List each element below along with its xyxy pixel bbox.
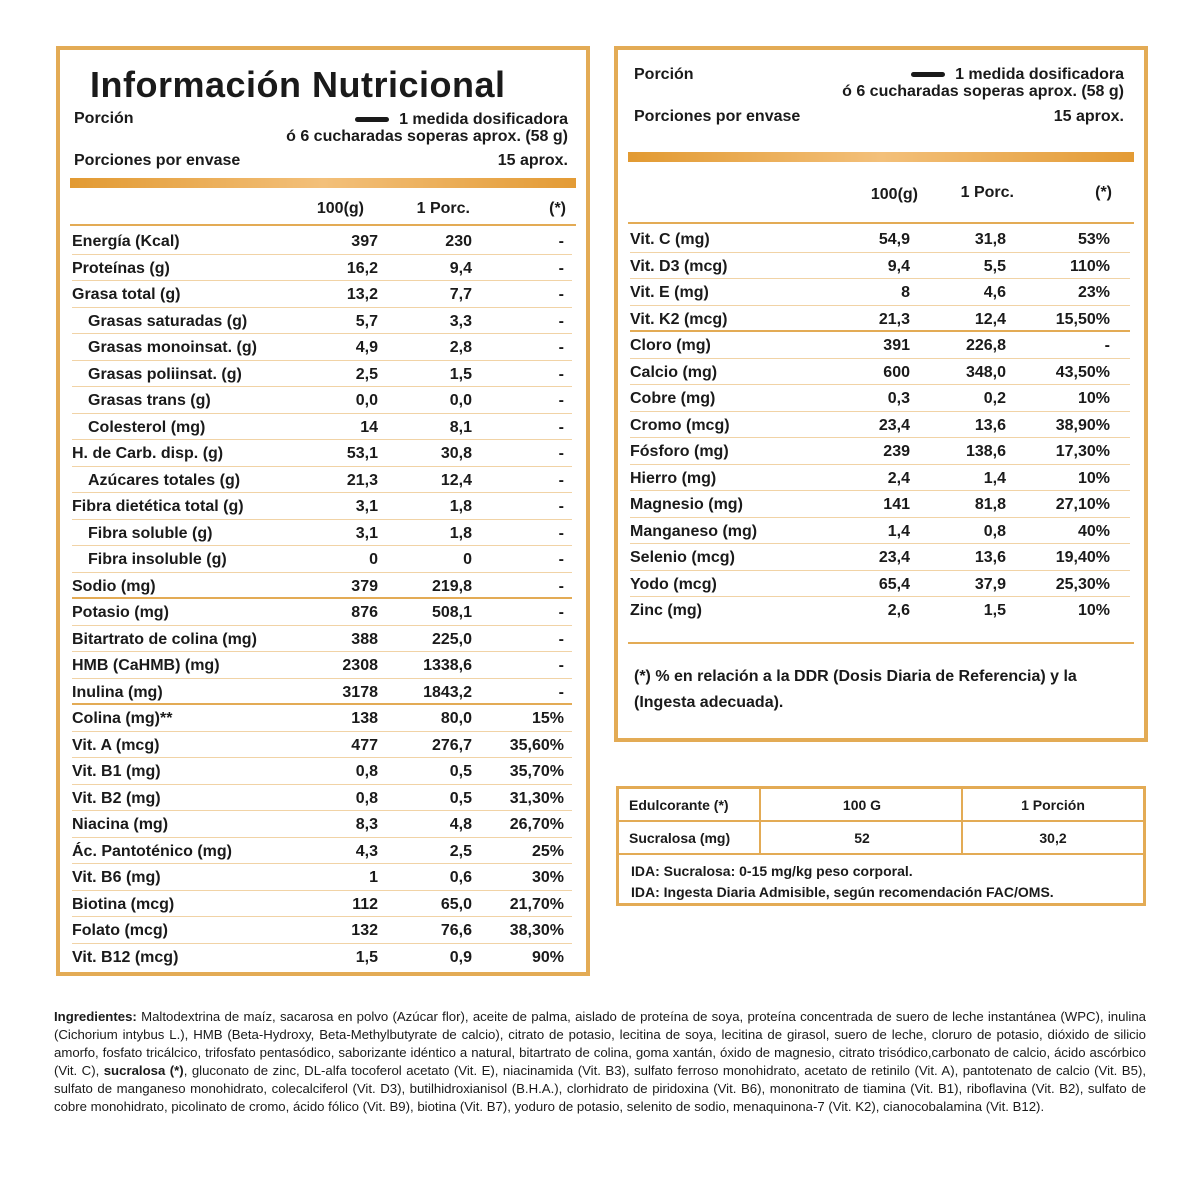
nutrient-name: Fibra insoluble (g) — [88, 551, 227, 568]
value-porcion: 1,8 — [449, 498, 472, 515]
table-row — [72, 917, 572, 944]
value-porcion: 3,3 — [449, 312, 472, 330]
column-divider — [961, 789, 963, 853]
value-percent: 43,50% — [1055, 363, 1110, 381]
value-percent: - — [558, 418, 564, 436]
nutrient-name: Energía (Kcal) — [72, 233, 180, 250]
value-100g: 1 — [369, 869, 378, 886]
value-100g: 1,4 — [887, 522, 910, 540]
value-100g: 138 — [351, 710, 378, 727]
value-100g: 14 — [360, 418, 378, 436]
value-100g: 0,8 — [355, 789, 378, 807]
header-1porc: 1 Porc. — [960, 184, 1014, 201]
nutrient-name: Magnesio (mg) — [630, 496, 743, 513]
table-row — [72, 546, 572, 573]
table-row — [72, 732, 572, 759]
header-divider — [628, 222, 1134, 224]
header-100g: 100(g) — [316, 200, 364, 217]
value-100g: 8 — [901, 284, 910, 301]
ingredients-text — [54, 1008, 1146, 1116]
porcion-line1: 1 medida dosificadora — [955, 66, 1124, 83]
nutrient-name: Vit. C (mg) — [630, 231, 710, 248]
nutrient-name: Vit. B12 (mcg) — [72, 948, 179, 966]
value-percent: 21,70% — [509, 895, 564, 913]
table-row — [630, 465, 1130, 492]
porcion-label: Porción — [634, 66, 694, 83]
value-percent: 19,40% — [1055, 549, 1110, 566]
value-percent: 25,30% — [1055, 575, 1110, 593]
table-row — [630, 571, 1130, 598]
table-row — [630, 253, 1130, 280]
value-porcion: 2,8 — [449, 339, 472, 356]
value-100g: 54,9 — [878, 231, 910, 248]
value-porcion: 0,5 — [449, 763, 472, 780]
value-100g: 0 — [369, 551, 378, 568]
value-percent: - — [558, 233, 564, 250]
value-100g: 2,4 — [887, 469, 910, 487]
value-percent: - — [558, 471, 564, 489]
nutrient-name: Cloro (mg) — [630, 337, 711, 354]
value-100g: 1,5 — [355, 948, 378, 966]
nutrient-name: Calcio (mg) — [630, 363, 718, 381]
porciones-value: 15 aprox. — [1053, 108, 1124, 125]
value-percent: 10% — [1077, 390, 1110, 407]
value-100g: 0,8 — [355, 763, 378, 780]
value-porcion: 0,5 — [449, 789, 472, 807]
ida-text — [631, 861, 1054, 903]
table-row — [72, 493, 572, 520]
gold-divider — [70, 178, 576, 188]
value-porcion: 0 — [463, 551, 472, 568]
value-100g: 13,2 — [346, 286, 378, 303]
value-porcion: 1,5 — [449, 365, 472, 383]
porcion-value — [842, 66, 1124, 100]
nutrient-name: Fibra soluble (g) — [88, 524, 213, 542]
value-porcion: 276,7 — [431, 736, 472, 754]
header-pct: (*) — [1095, 184, 1112, 201]
value-percent: 35,70% — [509, 763, 564, 780]
value-100g: 9,4 — [887, 257, 910, 275]
table-row — [630, 359, 1130, 386]
sweetener-header-label: Edulcorante (*) — [629, 797, 729, 813]
table-row — [630, 544, 1130, 571]
value-100g: 388 — [351, 630, 378, 648]
gold-divider — [628, 152, 1134, 162]
value-porcion: 1,5 — [983, 602, 1006, 619]
value-100g: 2,6 — [887, 602, 910, 619]
nutrient-name: Grasas monoinsat. (g) — [88, 339, 257, 356]
value-percent: - — [558, 498, 564, 515]
nutrient-name: Inulina (mg) — [72, 683, 163, 701]
sweetener-divider — [619, 853, 1143, 855]
value-100g: 2308 — [342, 657, 378, 674]
value-porcion: 13,6 — [974, 416, 1006, 434]
value-percent: 53% — [1077, 231, 1110, 248]
value-porcion: 2,5 — [449, 842, 472, 860]
value-percent: - — [1104, 337, 1110, 354]
nutrient-name: Colina (mg)** — [72, 710, 173, 727]
value-100g: 65,4 — [878, 575, 910, 593]
value-porcion: 0,0 — [449, 392, 472, 409]
value-percent: - — [558, 445, 564, 462]
table-row — [72, 573, 572, 600]
ingredients-sucralosa: sucralosa (*) — [103, 1063, 184, 1078]
table-row — [72, 758, 572, 785]
nutrient-name: Ác. Pantoténico (mg) — [72, 842, 233, 860]
table-row — [72, 255, 572, 282]
value-percent: 40% — [1077, 522, 1110, 540]
value-porcion: 348,0 — [965, 363, 1006, 381]
table-row — [630, 306, 1130, 333]
table-row — [630, 518, 1130, 545]
value-percent: 35,60% — [509, 736, 564, 754]
value-100g: 21,3 — [346, 471, 378, 489]
value-100g: 477 — [351, 736, 378, 754]
porcion-line2: ó 6 cucharadas soperas aprox. (58 g) — [286, 128, 568, 145]
table-row — [72, 387, 572, 414]
value-100g: 397 — [351, 233, 378, 250]
nutrient-name: Hierro (mg) — [630, 469, 717, 487]
header-1porc: 1 Porc. — [416, 200, 470, 217]
value-percent: - — [558, 524, 564, 542]
nutrition-panel-left — [56, 46, 590, 976]
value-percent: - — [558, 551, 564, 568]
value-100g: 8,3 — [355, 816, 378, 833]
value-porcion: 1843,2 — [423, 683, 472, 701]
value-percent: 90% — [531, 948, 564, 966]
value-100g: 239 — [883, 443, 910, 460]
header-divider — [70, 224, 576, 226]
table-row — [630, 279, 1130, 306]
value-percent: - — [558, 365, 564, 383]
value-percent: 110% — [1069, 257, 1110, 275]
value-porcion: 13,6 — [974, 549, 1006, 566]
nutrient-name: HMB (CaHMB) (mg) — [72, 657, 220, 674]
value-porcion: 0,6 — [449, 869, 472, 886]
value-percent: 10% — [1077, 602, 1110, 619]
nutrient-name: Grasas trans (g) — [88, 392, 211, 409]
nutrient-name: Sodio (mg) — [72, 577, 156, 595]
nutrient-rows-left — [72, 228, 572, 970]
sweetener-row — [619, 822, 1143, 853]
value-percent: 27,10% — [1055, 496, 1110, 513]
value-percent: - — [558, 604, 564, 621]
value-percent: 23% — [1077, 284, 1110, 301]
value-porcion: 80,0 — [440, 710, 472, 727]
table-row — [72, 944, 572, 971]
value-porcion: 1,4 — [983, 469, 1006, 487]
nutrient-name: Vit. E (mg) — [630, 284, 709, 301]
value-porcion: 7,7 — [449, 286, 472, 303]
value-porcion: 8,1 — [449, 418, 472, 436]
value-100g: 132 — [351, 922, 378, 939]
nutrient-name: Potasio (mg) — [72, 604, 169, 621]
header-100g: 100(g) — [870, 186, 918, 203]
sweetener-header-row — [619, 789, 1143, 822]
value-100g: 0,0 — [355, 392, 378, 409]
sweetener-header-100g: 100 G — [842, 797, 882, 813]
value-porcion: 12,4 — [974, 310, 1006, 328]
spoon-icon — [355, 117, 389, 122]
table-row — [72, 705, 572, 732]
value-100g: 53,1 — [346, 445, 378, 462]
value-100g: 3178 — [342, 683, 378, 701]
value-porcion: 5,5 — [983, 257, 1006, 275]
table-row — [72, 467, 572, 494]
table-row — [72, 228, 572, 255]
value-percent: 15% — [531, 710, 564, 727]
header-pct: (*) — [549, 200, 566, 217]
panel-title: Información Nutricional — [90, 64, 506, 105]
nutrient-name: H. de Carb. disp. (g) — [72, 445, 224, 462]
value-percent: 38,90% — [1055, 416, 1110, 434]
value-100g: 141 — [883, 496, 910, 513]
value-porcion: 0,9 — [449, 948, 472, 966]
value-porcion: 4,6 — [983, 284, 1006, 301]
spoon-icon — [911, 72, 945, 77]
value-porcion: 219,8 — [431, 577, 472, 595]
value-100g: 876 — [351, 604, 378, 621]
table-row — [630, 491, 1130, 518]
table-row — [72, 520, 572, 547]
value-percent: 30% — [531, 869, 564, 886]
value-100g: 5,7 — [355, 312, 378, 330]
porciones-label: Porciones por envase — [74, 152, 241, 169]
value-percent: 26,70% — [509, 816, 564, 833]
nutrient-name: Yodo (mcg) — [630, 575, 717, 593]
table-row — [72, 281, 572, 308]
value-porcion: 30,8 — [440, 445, 472, 462]
value-100g: 4,9 — [355, 339, 378, 356]
value-porcion: 81,8 — [974, 496, 1006, 513]
nutrient-name: Zinc (mg) — [630, 602, 702, 619]
value-porcion: 76,6 — [440, 922, 472, 939]
value-porcion: 138,6 — [965, 443, 1006, 460]
value-percent: - — [558, 577, 564, 595]
value-100g: 23,4 — [878, 549, 910, 566]
nutrient-name: Vit. K2 (mcg) — [630, 310, 728, 328]
nutrient-name: Grasas saturadas (g) — [88, 312, 248, 330]
nutrient-name: Grasas poliinsat. (g) — [88, 365, 242, 383]
table-row — [72, 626, 572, 653]
value-percent: - — [558, 259, 564, 277]
table-row — [72, 811, 572, 838]
ida-line2: IDA: Ingesta Diaria Admisible, según recomendación FAC/OMS. — [631, 884, 1054, 900]
table-row — [630, 412, 1130, 439]
nutrient-name: Grasa total (g) — [72, 286, 181, 303]
value-porcion: 1,8 — [449, 524, 472, 542]
nutrient-name: Selenio (mcg) — [630, 549, 735, 566]
sweetener-name: Sucralosa (mg) — [629, 830, 731, 846]
nutrient-rows-right — [630, 226, 1130, 624]
value-porcion: 37,9 — [974, 575, 1006, 593]
table-row — [72, 440, 572, 467]
nutrient-name: Cromo (mcg) — [630, 416, 730, 434]
porciones-label: Porciones por envase — [634, 108, 801, 125]
nutrition-panel-right — [614, 46, 1148, 742]
nutrient-name: Vit. D3 (mcg) — [630, 257, 728, 275]
value-100g: 2,5 — [355, 365, 378, 383]
table-row — [72, 361, 572, 388]
table-row — [630, 597, 1130, 624]
table-row — [72, 652, 572, 679]
table-row — [630, 438, 1130, 465]
value-porcion: 0,8 — [983, 522, 1006, 540]
value-porcion: 0,2 — [983, 390, 1006, 407]
value-porcion: 226,8 — [965, 337, 1006, 354]
table-row — [72, 334, 572, 361]
value-100g: 391 — [883, 337, 910, 354]
nutrient-name: Proteínas (g) — [72, 259, 170, 277]
value-percent: - — [558, 683, 564, 701]
nutrient-name: Biotina (mcg) — [72, 895, 175, 913]
porcion-value — [286, 111, 568, 145]
nutrient-name: Vit. B6 (mg) — [72, 869, 161, 886]
porcion-line2: ó 6 cucharadas soperas aprox. (58 g) — [842, 83, 1124, 100]
value-porcion: 230 — [445, 233, 472, 250]
value-porcion: 31,8 — [974, 231, 1006, 248]
value-percent: 25% — [531, 842, 564, 860]
value-percent: - — [558, 339, 564, 356]
value-100g: 379 — [351, 577, 378, 595]
nutrient-name: Cobre (mg) — [630, 390, 716, 407]
rows-bottom-divider — [628, 642, 1134, 644]
value-100g: 600 — [883, 363, 910, 381]
nutrient-name: Colesterol (mg) — [88, 418, 206, 436]
nutrient-name: Fósforo (mg) — [630, 443, 729, 460]
ingredients-part1: Maltodextrina de maíz, sacarosa en polvo (Azúcar flor), aceite de palma, aislado de proteína de soya, proteína concentrada de suero de leche instantánea (WPC), inulina (Cichorium intybus L.), HMB (Beta-Hydroxy, Beta-Methylbutyrate de calcio), citrato de potasio, lecitina de soya, lecitina de girasol, suero de leche, cloruro de potasio, dióxido de silicio amorfo, fosfato tricálcico, trifosfato pentasódico, saborizante idéntico a natural, bitartrato de colina, goma xantán, óxido de magnesio, citrato trisódico,carbonato de calcio, ácido ascórbico (Vit. C), — [54, 1009, 1146, 1078]
nutrient-name: Folato (mcg) — [72, 922, 168, 939]
value-100g: 3,1 — [355, 498, 378, 515]
sweetener-header-porcion: 1 Porción — [1021, 797, 1085, 813]
ida-line1: IDA: Sucralosa: 0-15 mg/kg peso corporal. — [631, 863, 913, 879]
value-porcion: 225,0 — [431, 630, 472, 648]
sweetener-100g: 52 — [854, 830, 870, 846]
value-percent: - — [558, 286, 564, 303]
table-row — [72, 838, 572, 865]
ddr-note: (*) % en relación a la DDR (Dosis Diaria de Referencia) y la (Ingesta adecuada). — [634, 668, 1077, 711]
value-percent: 17,30% — [1055, 443, 1110, 460]
nutrient-name: Manganeso (mg) — [630, 522, 758, 540]
nutrient-name: Azúcares totales (g) — [88, 471, 241, 489]
value-percent: - — [558, 657, 564, 674]
value-porcion: 508,1 — [431, 604, 472, 621]
value-100g: 0,3 — [887, 390, 910, 407]
column-divider — [759, 789, 761, 853]
table-row — [630, 385, 1130, 412]
value-percent: 38,30% — [509, 922, 564, 939]
value-100g: 4,3 — [355, 842, 378, 860]
value-porcion: 1338,6 — [423, 657, 472, 674]
value-porcion: 4,8 — [449, 816, 472, 833]
value-percent: 15,50% — [1055, 310, 1110, 328]
value-100g: 16,2 — [346, 259, 378, 277]
nutrient-name: Fibra dietética total (g) — [72, 498, 244, 515]
porciones-value: 15 aprox. — [497, 152, 568, 169]
value-100g: 23,4 — [878, 416, 910, 434]
sweetener-porcion: 30,2 — [1039, 830, 1067, 846]
porcion-label: Porción — [74, 110, 134, 127]
table-row — [72, 864, 572, 891]
nutrient-name: Vit. B1 (mg) — [72, 763, 161, 780]
value-percent: - — [558, 312, 564, 330]
nutrient-name: Bitartrato de colina (mg) — [72, 630, 257, 648]
table-row — [72, 599, 572, 626]
table-row — [72, 308, 572, 335]
nutrient-name: Vit. B2 (mg) — [72, 789, 161, 807]
value-percent: 31,30% — [509, 789, 564, 807]
table-row — [630, 226, 1130, 253]
value-100g: 3,1 — [355, 524, 378, 542]
value-porcion: 9,4 — [449, 259, 472, 277]
value-100g: 21,3 — [878, 310, 910, 328]
table-row — [72, 414, 572, 441]
table-row — [630, 332, 1130, 359]
table-row — [72, 891, 572, 918]
value-percent: - — [558, 630, 564, 648]
value-percent: 10% — [1077, 469, 1110, 487]
nutrient-name: Vit. A (mcg) — [72, 736, 160, 754]
nutrient-name: Niacina (mg) — [72, 816, 169, 833]
sweetener-table — [616, 786, 1146, 906]
ingredients-part2: , gluconato de zinc, DL-alfa tocoferol acetato (Vit. E), niacinamida (Vit. B3), sulfato ferroso monohidrato, acetato de retinilo (Vit. A), pantotenato de calcio (Vit. B5), sulfato de manganeso monohidrato, colecalciferol (Vit. D3), butilhidroxianisol (B.H.A.), clorhidrato de piridoxina (Vit. B6), mononitrato de tiamina (Vit. B1), riboflavina (Vit. B2), sulfato de cobre monohidrato, picolinato de cromo, ácido fólico (Vit. B9), biotina (Vit. B7), yoduro de potasio, selenito de sodio, menaquinona-7 (Vit. K2), cianocobalamina (Vit. B12). — [54, 1063, 1146, 1114]
porcion-line1: 1 medida dosificadora — [399, 111, 568, 128]
value-percent: - — [558, 392, 564, 409]
value-100g: 112 — [352, 895, 378, 913]
ingredients-label: Ingredientes: — [54, 1009, 137, 1024]
table-row — [72, 785, 572, 812]
table-row — [72, 679, 572, 706]
value-porcion: 12,4 — [440, 471, 472, 489]
value-porcion: 65,0 — [440, 895, 472, 913]
